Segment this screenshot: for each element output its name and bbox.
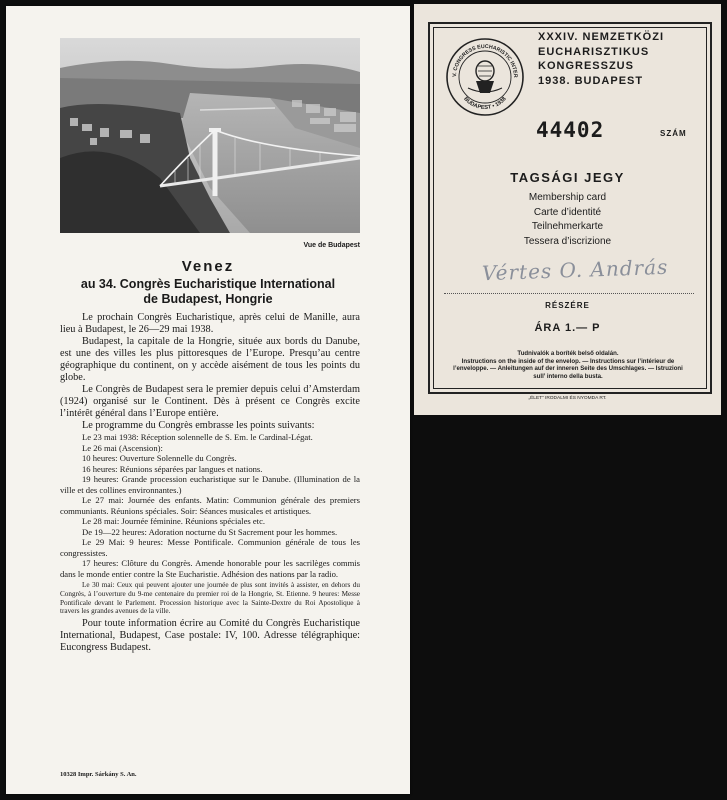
card-titles [414, 170, 721, 249]
budapest-photo-illustration [60, 38, 360, 233]
card-translation: Carte d’identité [533, 206, 602, 218]
svg-text:XXXIV. CONGRESS EUCHARISTIC IN [444, 36, 518, 78]
membership-card [414, 4, 721, 415]
program-item: 17 heures: Clôture du Congrès. Amende honorable pour les sacrilèges commis dans le monde entier contre la Ste Eucharistie. Adhésion des nations par la radio. [60, 558, 360, 579]
card-header-line: KONGRESSZUS [538, 60, 634, 72]
signature-label: RÉSZÉRE [545, 301, 590, 310]
paragraph-3: Le Congrès de Budapest sera le premier depuis celui d’Amsterdam (1924) organisé sur le Continent. Dès à présent ce Congrès excite l’intérêt général dans l’Europe entière. [60, 384, 360, 419]
card-instructions [448, 350, 688, 380]
card-translation: Tessera d’iscrizione [523, 235, 612, 247]
program-item: 19 heures: Grande procession eucharistique sur le Danube. (Illumination de la ville et des collines environnantes.) [60, 474, 360, 495]
seal-text-top: V. CONGRESS EUCHARISTIC INTER [451, 43, 519, 78]
card-header [538, 30, 664, 88]
leaflet-body [60, 312, 360, 654]
card-translation: Teilnehmerkarte [531, 221, 604, 232]
card-number-label: SZÁM [660, 129, 687, 138]
subtitle-line-1: au 34. Congrès Eucharistique International [80, 277, 336, 291]
program-item: 16 heures: Réunions séparées par langues et nations. [82, 463, 263, 474]
budapest-photo [60, 38, 360, 233]
program-list [60, 432, 360, 579]
card-header-line: 1938. BUDAPEST [538, 74, 644, 87]
card-translation: Membership card [528, 192, 607, 203]
subtitle-line-2: de Budapest, Hongrie [143, 292, 273, 306]
leaflet-title: Venez [181, 258, 235, 275]
instructions-line: Tudnivalók a boríték belső oldalán. [517, 350, 619, 357]
card-serial-number: 44402 [536, 118, 605, 142]
contact-paragraph: Pour toute information écrire au Comité du Congrès Eucharistique International, Budapest, Case postale: IV, 100. Adresse télégraphique: Eucongress Budapest. [60, 618, 360, 654]
paragraph-1: Le prochain Congrès Eucharistique, après celui de Manille, aura lieu à Budapest, le 26—29 mai 1938. [60, 312, 360, 335]
printer-imprint: 10328 Impr. Sárkány S. An. [60, 771, 137, 778]
svg-text:BUDAPEST • 1938 [462, 96, 507, 111]
program-item: Le 29 Mai: 9 heures: Messe Pontificale. Communion générale de tous les congressistes. [60, 537, 360, 558]
program-item: Le 26 mai (Ascension): [82, 442, 163, 453]
instructions-line: Instructions on the inside of the envelop. — Instructions sur l’intérieur de l’enveloppe. — Anleitungen auf der inneren Seite des Umschlages. — Istruzioni sull’ interno della busta. [453, 357, 683, 380]
program-item: Le 27 mai: Journée des enfants. Matin: Communion générale des premiers communiants. Réunions spéciales. Soir: Séances musicales et artistiques. [60, 495, 360, 516]
photo-caption: Vue de Budapest [303, 242, 360, 249]
congress-seal-icon [444, 36, 526, 118]
paragraph-2: Budapest, la capitale de la Hongrie, située aux bords du Danube, est une des villes les plus pittoresques de l’Europe. Presqu’au centre géographique du continent, on y accède aisément de tous les points du globe. [60, 336, 360, 383]
leaflet-subtitle [6, 277, 410, 307]
signature-line [444, 293, 694, 294]
card-title: TAGSÁGI JEGY [510, 170, 625, 185]
holder-signature: Vértes O. András [481, 254, 669, 286]
note-paragraph: Le 30 mai: Ceux qui peuvent ajouter une journée de plus sont invités à assister, en dehors du Congrès, à l’ouverture du 9-me centenaire du premier roi de la Hongrie, St. Etienne. 9 heures: Messe Pontificale devant le Parlement. Procession historique avec la Sainte-Dextre du Roi Apostolique à travers les grandes avenues de la ville. [60, 581, 360, 616]
program-item: Le 28 mai: Journée féminine. Réunions spéciales etc. [82, 516, 266, 526]
program-item: Le 23 mai 1938: Réception solennelle de S. Em. le Cardinal-Légat. [82, 432, 313, 442]
card-header-line: XXXIV. NEMZETKÖZI [538, 31, 665, 43]
paragraph-4: Le programme du Congrès embrasse les points suivants: [82, 420, 315, 431]
card-header-line: EUCHARISZTIKUS [538, 45, 650, 58]
program-item: De 19—22 heures: Adoration nocturne du St Sacrement pour les hommes. [82, 526, 338, 537]
card-printer-imprint: „ÉLET” IRODALMI ÉS NYOMDA RT. [528, 396, 607, 401]
card-price: ÁRA 1.— P [534, 322, 601, 334]
seal-text-bottom: BUDAPEST • 1938 [462, 96, 508, 112]
congress-leaflet [6, 6, 410, 794]
program-item: 10 heures: Ouverture Solennelle du Congrès. [82, 453, 237, 463]
